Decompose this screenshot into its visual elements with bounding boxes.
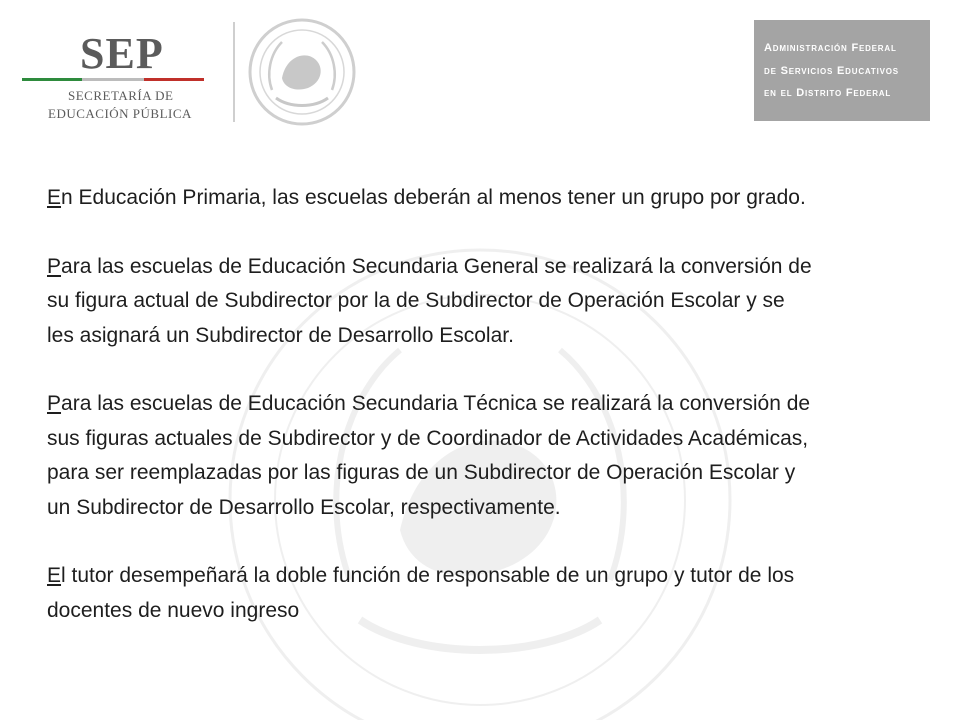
admin-box-line3: en el Distrito Federal xyxy=(764,87,892,99)
admin-box-line2: de Servicios Educativos xyxy=(764,65,899,77)
paragraph-text: l tutor desempeñará la doble función de responsable de un grupo y tutor de los xyxy=(61,564,795,587)
paragraph-line xyxy=(47,387,927,422)
sep-logo-line1: SECRETARÍA DE xyxy=(68,88,174,103)
paragraph-secundaria-tecnica xyxy=(47,387,927,525)
paragraph-line: su figura actual de Subdirector por la de Subdirector de Operación Escolar y se xyxy=(47,289,785,312)
slide-body xyxy=(47,181,927,662)
paragraph-line xyxy=(47,250,927,285)
admin-box-line1: Administración Federal xyxy=(764,42,897,54)
paragraph-text: ara las escuelas de Educación Secundaria General se realizará la conversión de xyxy=(61,254,812,278)
paragraph-initial: P xyxy=(47,254,62,278)
paragraph-line: les asignará un Subdirector de Desarrollo Escolar. xyxy=(47,323,514,347)
paragraph-line xyxy=(47,559,927,594)
flag-stripe-red xyxy=(144,78,204,81)
sep-logo xyxy=(22,28,212,128)
paragraph-line: para ser reemplazadas por las figuras de un Subdirector de Operación Escolar y xyxy=(47,461,796,484)
paragraph-line: docentes de nuevo ingreso xyxy=(47,598,300,622)
admin-federal-box xyxy=(754,20,930,121)
paragraph-initial: E xyxy=(47,564,62,587)
flag-stripe-white xyxy=(82,78,144,81)
paragraph-initial: P xyxy=(47,392,62,415)
paragraph-line xyxy=(47,181,927,216)
paragraph-line: un Subdirector de Desarrollo Escolar, respectivamente. xyxy=(47,495,561,519)
sep-logo-line2: EDUCACIÓN PÚBLICA xyxy=(48,106,192,121)
paragraph-secundaria-general xyxy=(47,250,927,354)
sep-logo-word: SEP xyxy=(80,29,164,78)
flag-stripe xyxy=(22,78,204,81)
header-divider xyxy=(233,22,235,122)
paragraph-text: ara las escuelas de Educación Secundaria Técnica se realizará la conversión de xyxy=(61,392,811,415)
paragraph-line: sus figuras actuales de Subdirector y de Coordinador de Actividades Académicas, xyxy=(47,426,809,450)
paragraph-text: n Educación Primaria, las escuelas deberán al menos tener un grupo por grado. xyxy=(61,186,806,209)
paragraph-initial: E xyxy=(47,186,62,209)
paragraph-tutor xyxy=(47,559,927,628)
paragraph-primaria xyxy=(47,181,927,216)
flag-stripe-green xyxy=(22,78,82,81)
coat-of-arms-seal-icon xyxy=(246,16,358,128)
